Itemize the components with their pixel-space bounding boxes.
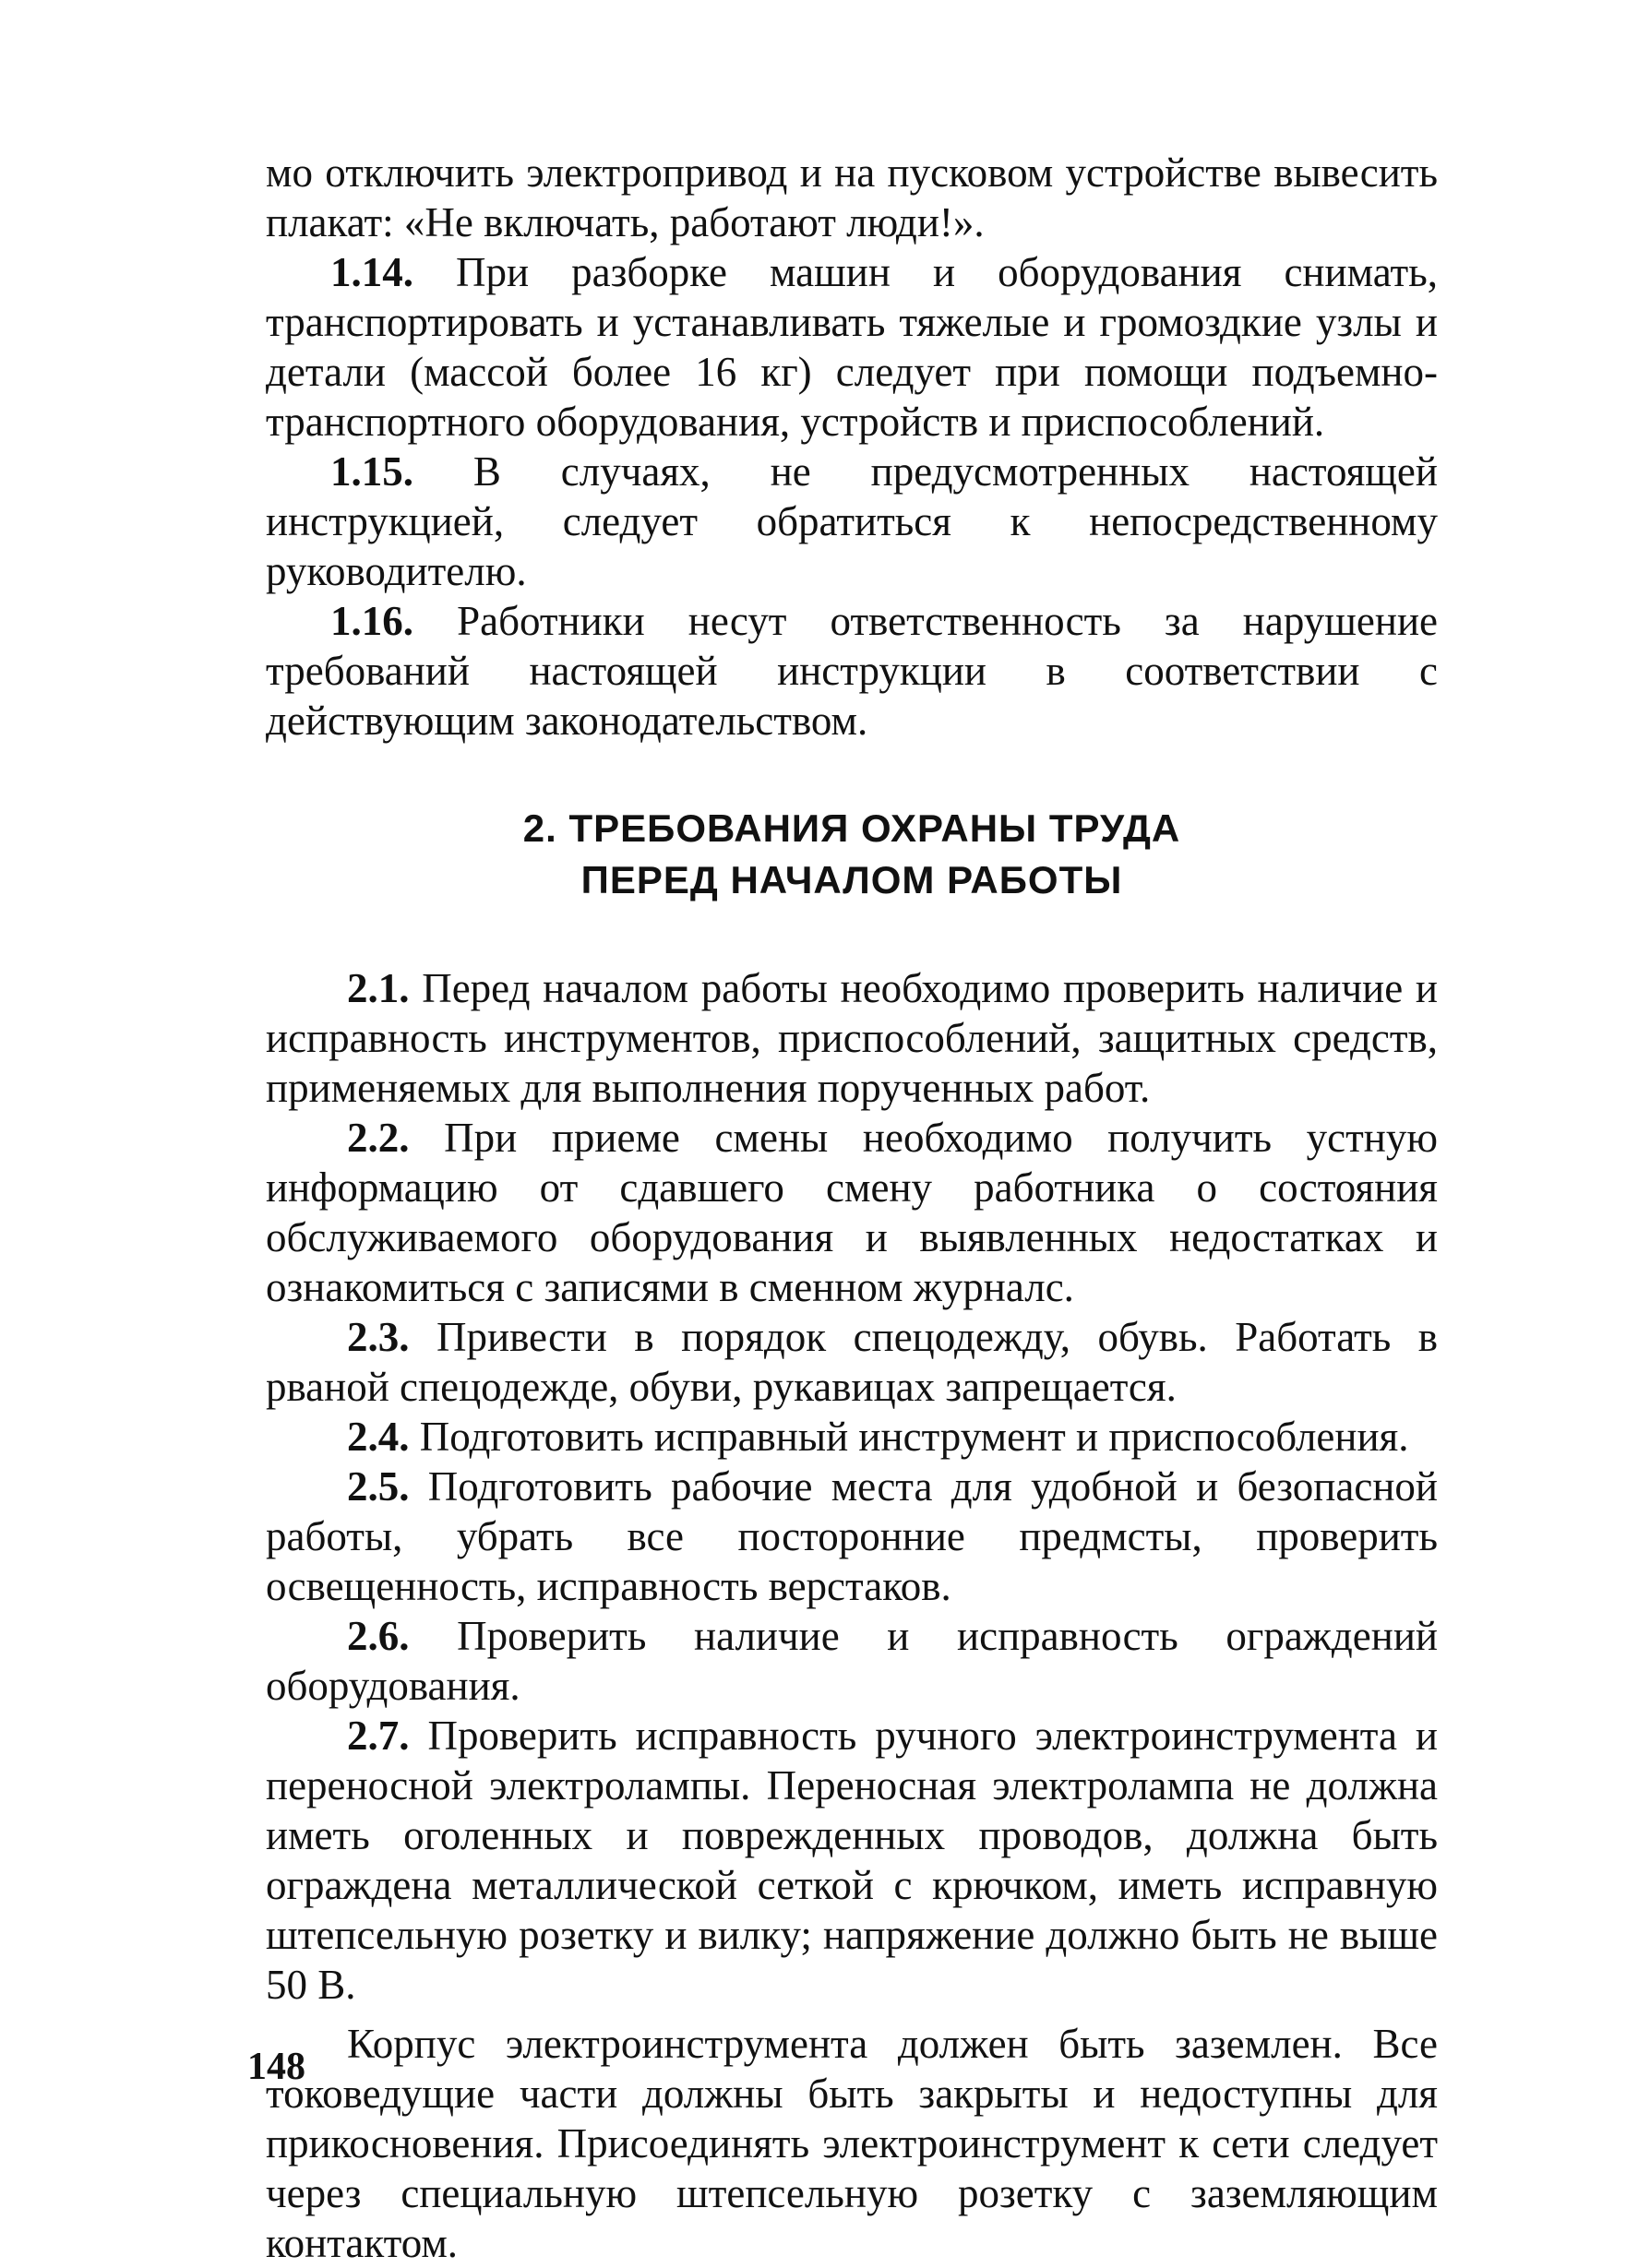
item-2-1 (266, 963, 1438, 1113)
page-number: 148 (247, 2046, 305, 2088)
item-1-15 (266, 447, 1438, 596)
item-2-7 (266, 1711, 1438, 2010)
page-body (266, 148, 1438, 2268)
item-2-2 (266, 1113, 1438, 1312)
item-2-3 (266, 1312, 1438, 1412)
item-number: 2.7. (347, 1713, 410, 1759)
item-2-4 (266, 1412, 1438, 1462)
item-text: Подготовить рабочие места для удобной и безопасной работы, убрать все посторонние предмсты, проверить освещенность, исправность верстаков. (266, 1463, 1438, 1609)
item-number: 2.2. (347, 1115, 410, 1161)
item-1-16 (266, 596, 1438, 746)
item-number: 2.1. (347, 965, 410, 1011)
item-1-14 (266, 247, 1438, 447)
item-number: 2.3. (347, 1314, 410, 1360)
section-heading-line-1: 2. ТРЕБОВАНИЯ ОХРАНЫ ТРУДА (522, 806, 1181, 850)
item-2-5 (266, 1462, 1438, 1611)
item-text: В случаях, не предусмотренных настоящей инструкцией, следует обратиться к непосредственному руководителю. (266, 448, 1438, 594)
item-number: 2.5. (347, 1463, 410, 1510)
item-text: Проверить наличие и исправность ограждений оборудования. (266, 1613, 1438, 1709)
item-number: 2.6. (347, 1613, 410, 1659)
spacer (266, 2010, 1438, 2019)
item-number: 1.15. (330, 448, 413, 495)
closing-paragraph: Корпус электроинструмента должен быть заземлен. Все токоведущие части должны быть закрыты и недоступны для прикосновения. Присоединять электроинструмент к сети следует через специальную штепсельную розетку с заземляющим контактом. (266, 2021, 1438, 2266)
section-heading-line-2: ПЕРЕД НАЧАЛОМ РАБОТЫ (580, 858, 1123, 901)
item-text: При приеме смены необходимо получить устную информацию от сдавшего смену работника о состояния обслуживаемого оборудования и выявленных недостатках и ознакомиться с записями в сменном журналс. (266, 1115, 1438, 1310)
item-text: Привести в порядок спецодежду, обувь. Работать в рваной спецодежде, обуви, рукавицах запрещается. (266, 1314, 1438, 1410)
item-text: Перед началом работы необходимо проверить наличие и исправность инструментов, приспособлений, защитных средств, применяемых для выполнения порученных работ. (266, 965, 1438, 1111)
item-number: 1.16. (330, 598, 413, 644)
continuation-text: мо отключить электропривод и на пусковом устройстве вывесить плакат: «Не включать, работают люди!». (266, 149, 1438, 245)
item-text: Подготовить исправный инструмент и приспособления. (409, 1414, 1409, 1460)
item-2-6 (266, 1611, 1438, 1711)
item-text: Работники несут ответственность за нарушение требований настоящей инструкции в соответствии с действующим законодательством. (266, 598, 1438, 744)
item-number: 2.4. (347, 1414, 410, 1460)
item-text: Проверить исправность ручного электроинструмента и переносной электролампы. Переносная электролампа не должна иметь оголенных и поврежденных проводов, должна быть ограждена металлической сеткой с крючком, иметь исправную штепсельную розетку и вилку; напряжение должно быть не выше 50 В. (266, 1713, 1438, 2008)
item-text: При разборке машин и оборудования снимать, транспортировать и устанавливать тяжелые и громоздкие узлы и детали (массой более 16 кг) следует при помощи подъемно-транспортного оборудования, устройств и приспособлений. (266, 249, 1438, 445)
item-number: 1.14. (330, 249, 413, 295)
section-heading (266, 803, 1438, 906)
